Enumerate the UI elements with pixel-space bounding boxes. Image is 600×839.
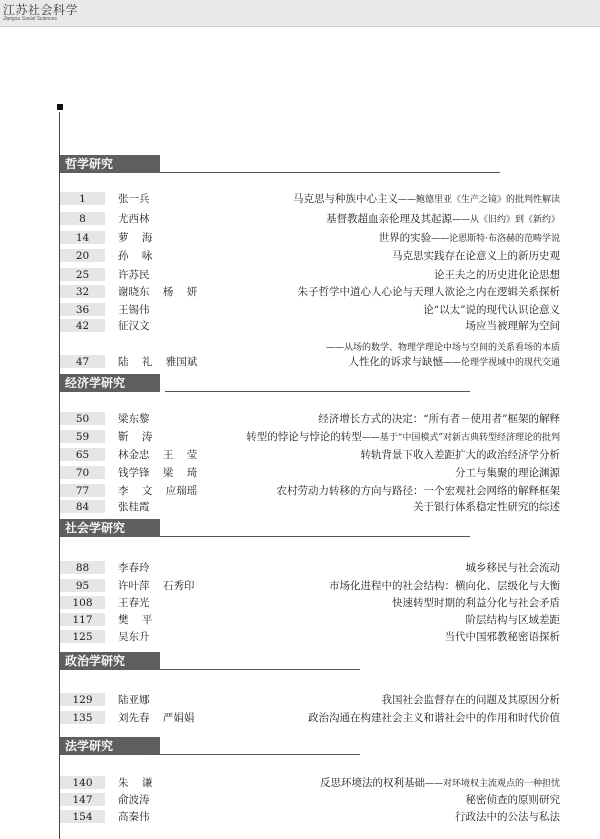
journal-header	[0, 0, 600, 27]
entry-title	[361, 448, 561, 462]
entry-title	[455, 810, 560, 824]
toc-entry[interactable]	[60, 466, 560, 480]
entry-main-title: 世界的实验	[378, 232, 432, 244]
entry-main-title: 人性化的诉求与缺憾	[348, 356, 443, 368]
entry-main-title: 经济增长方式的决定：“所有者－使用者”框架的解释	[318, 413, 560, 425]
entry-authors: 吴东升	[118, 631, 150, 643]
section-rule	[165, 391, 470, 392]
toc-entry[interactable]	[60, 484, 560, 498]
toc-entry[interactable]	[60, 810, 560, 824]
entry-authors: 王锡伟	[118, 304, 150, 316]
toc-entry[interactable]	[60, 340, 560, 354]
entry-authors: 朱 谦	[118, 777, 153, 789]
journal-subtitle: Jiangsu Social Sciences	[3, 16, 57, 22]
toc-entry[interactable]	[60, 231, 560, 245]
toc-entry[interactable]	[60, 319, 560, 333]
entry-authors: 许苏民	[118, 269, 150, 281]
page-number: 77	[60, 484, 105, 497]
page-number: 25	[60, 268, 105, 281]
page-number: 88	[60, 561, 105, 574]
entry-title	[423, 303, 560, 317]
page-number: 117	[60, 613, 105, 626]
entry-main-title: 快速转型时期的利益分化与社会矛盾	[392, 597, 560, 609]
toc-entry[interactable]	[60, 448, 560, 462]
page-number: 14	[60, 231, 105, 244]
entry-subtitle: ——伦理学视域中的现代交通	[442, 358, 560, 368]
entry-authors: 梁东黎	[118, 413, 150, 425]
entry-authors: 张桂霞	[118, 501, 150, 513]
toc-entry[interactable]	[60, 430, 560, 444]
entry-title	[326, 212, 560, 227]
entry-main-title: 政治沟通在构建社会主义和谐社会中的作用和时代价值	[308, 712, 560, 724]
entry-main-title: 基督教超血亲伦理及其起源	[325, 213, 452, 225]
entry-authors: 陆 礼 雅国斌	[118, 356, 198, 368]
entry-main-title: 我国社会监督存在的问题及其原因分析	[381, 694, 560, 706]
entry-authors: 尤西林	[118, 213, 150, 225]
section-header: 哲学研究	[60, 155, 160, 173]
entry-title	[466, 561, 561, 575]
entry-authors: 高秦伟	[118, 811, 150, 823]
toc-entry[interactable]	[60, 212, 560, 226]
section-rule	[160, 536, 470, 537]
entry-title	[318, 412, 560, 426]
entry-main-title: 市场化进程中的社会结构：横向化、层级化与大衡	[329, 580, 560, 592]
entry-title	[392, 249, 560, 263]
entry-title	[466, 319, 561, 333]
entry-main-title: 论“以太”说的现代认识论意义	[423, 304, 560, 316]
page-number: 50	[60, 412, 105, 425]
page-number: 108	[60, 596, 105, 609]
entry-title	[308, 711, 560, 725]
page-number: 154	[60, 810, 105, 823]
page-number: 8	[60, 212, 105, 225]
toc-entry[interactable]	[60, 693, 560, 707]
page-number: 125	[60, 630, 105, 643]
entry-title	[382, 693, 561, 707]
page-number: 59	[60, 430, 105, 443]
entry-subtitle: ——基于“中国模式”对新古典转型经济理论的批判	[361, 433, 560, 443]
journal-title: 江苏社会科学	[3, 3, 79, 17]
entry-title	[348, 355, 560, 370]
entry-authors: 征汉文	[118, 320, 150, 332]
entry-title	[329, 579, 560, 593]
entry-title	[293, 192, 560, 207]
toc-entry[interactable]	[60, 596, 560, 610]
entry-authors: 李春玲	[118, 562, 150, 574]
page-number: 42	[60, 319, 105, 332]
section-rule	[160, 172, 500, 173]
entry-title	[466, 793, 561, 807]
entry-main-title: 转型的悖论与悖论的转型	[246, 431, 362, 443]
page-number: 32	[60, 285, 105, 298]
entry-main-title: 城乡移民与社会流动	[465, 562, 560, 574]
entry-main-title: 关于银行体系稳定性研究的综述	[413, 501, 560, 513]
entry-main-title: 农村劳动力转移的方向与路径：一个宏观社会网络的解释框架	[276, 485, 560, 497]
entry-main-title: 阶层结构与区域差距	[465, 614, 560, 626]
entry-title	[379, 231, 560, 246]
page-number: 129	[60, 693, 105, 706]
entry-title	[277, 484, 561, 498]
entry-title	[320, 776, 560, 791]
toc-entry[interactable]	[60, 793, 560, 807]
entry-authors: 李 文 应瑞瑶	[118, 485, 198, 497]
toc-entry[interactable]	[60, 192, 560, 206]
entry-main-title: 反思环境法的权利基础	[319, 777, 425, 789]
page-number: 84	[60, 500, 105, 513]
entry-authors: 刘先春 严娟娟	[118, 712, 195, 724]
page-number: 47	[60, 355, 105, 368]
entry-main-title: 论王夫之的历史进化论思想	[434, 269, 560, 281]
entry-subtitle: ——对环境权主流观点的一种担忧	[424, 779, 560, 789]
entry-main-title: 转轨背景下收入差距扩大的政治经济学分析	[360, 449, 560, 461]
entry-main-title: 马克思实践存在论意义上的新历史观	[392, 250, 560, 262]
toc-entry[interactable]	[60, 249, 560, 263]
toc-entry[interactable]	[60, 630, 560, 644]
entry-title	[445, 630, 561, 644]
page-number: 135	[60, 711, 105, 724]
toc-entry[interactable]	[60, 500, 560, 514]
entry-main-title: 马克思与种族中心主义	[292, 193, 398, 205]
page-number: 1	[60, 192, 105, 205]
toc-entry[interactable]	[60, 412, 560, 426]
entry-authors: 钱学锋 梁 琦	[118, 467, 198, 479]
entry-authors: 樊 平	[118, 614, 153, 626]
entry-authors: 陆亚娜	[118, 694, 150, 706]
entry-main-title: 秘密侦查的原则研究	[465, 794, 560, 806]
entry-subtitle: ——从《旧约》到《新约》	[451, 215, 560, 225]
entry-title	[326, 340, 560, 355]
page-number: 70	[60, 466, 105, 479]
toc-entry[interactable]	[60, 613, 560, 627]
bullet-square	[57, 104, 63, 110]
section-rule	[150, 754, 360, 755]
entry-authors: 王春光	[118, 597, 150, 609]
entry-subtitle: ——论恩斯特·布洛赫的范畴学说	[431, 234, 560, 244]
toc-entry[interactable]	[60, 303, 560, 317]
section-header: 政治学研究	[60, 652, 160, 670]
section-header: 经济学研究	[60, 374, 160, 392]
entry-title	[246, 430, 560, 445]
entry-title	[466, 613, 561, 627]
entry-main-title: 场应当被理解为空间	[465, 320, 560, 332]
toc-entry[interactable]	[60, 579, 560, 593]
page-number: 36	[60, 303, 105, 316]
toc-entry[interactable]	[60, 561, 560, 575]
entry-authors: 萝 海	[118, 232, 153, 244]
section-header: 社会学研究	[60, 519, 160, 537]
entry-subtitle: ——从场的数学、物理学理论中场与空间的关系看场的本质	[325, 343, 560, 353]
entry-authors: 孙 咏	[118, 250, 153, 262]
page-number: 95	[60, 579, 105, 592]
entry-main-title: 朱子哲学中道心人心论与天理人欲论之内在逻辑关系探析	[297, 286, 560, 298]
entry-main-title: 行政法中的公法与私法	[455, 811, 560, 823]
toc-entry[interactable]	[60, 285, 560, 299]
entry-authors: 林金忠 王 莹	[118, 449, 198, 461]
entry-authors: 许叶萍 石秀印	[118, 580, 195, 592]
entry-title	[392, 596, 560, 610]
entry-authors: 靳 涛	[118, 431, 153, 443]
toc-entry[interactable]	[60, 711, 560, 725]
section-rule	[160, 669, 360, 670]
page-number: 140	[60, 776, 105, 789]
toc-entry[interactable]	[60, 355, 560, 369]
toc-entry[interactable]	[60, 776, 560, 790]
toc-entry[interactable]	[60, 268, 560, 282]
entry-title	[455, 466, 560, 480]
page-number: 147	[60, 793, 105, 806]
page-number: 65	[60, 448, 105, 461]
entry-main-title: 分工与集聚的理论渊源	[455, 467, 560, 479]
entry-main-title: 当代中国邪教秘密语探析	[444, 631, 560, 643]
entry-title	[298, 285, 561, 299]
page-number: 20	[60, 249, 105, 262]
entry-authors: 谢晓东 杨 妍	[118, 286, 198, 298]
entry-authors: 张一兵	[118, 193, 150, 205]
entry-title	[413, 500, 560, 514]
entry-subtitle: ——鲍德里亚《生产之镜》的批判性解读	[397, 195, 560, 205]
entry-title	[434, 268, 560, 282]
entry-authors: 俞波涛	[118, 794, 150, 806]
section-header: 法学研究	[60, 737, 160, 755]
